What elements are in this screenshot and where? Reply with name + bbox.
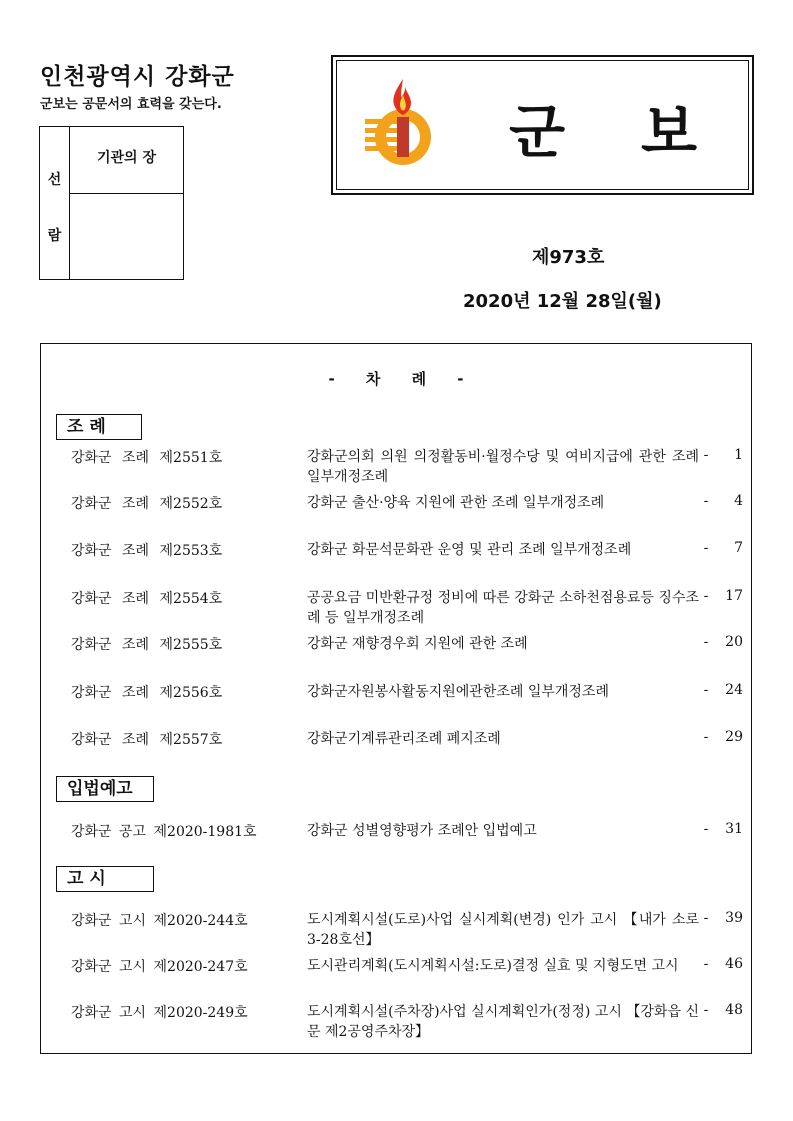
entry-page: 20 [725,634,743,650]
toc-heading: - 차 례 - [328,370,464,388]
entry-title: 도시계획시설(주차장)사업 실시계획인가(정정) 고시 【강화읍 신문 제2공영주차장】 [307,1004,699,1040]
entry-code: 강화군 조례 제2557호 [71,732,223,748]
toc-entry[interactable] [41,588,751,630]
review-header-cell [70,127,183,194]
entry-page: 46 [725,956,743,972]
gazette-title-char-2: 보 [641,98,700,166]
toc-entry[interactable] [41,634,751,676]
entry-code: 강화군 조례 제2553호 [71,543,223,559]
entry-dash: - [703,956,709,972]
entry-page: 39 [725,910,743,926]
toc-entry[interactable] [41,821,751,863]
entry-code: 강화군 조례 제2552호 [71,496,223,512]
entry-code: 강화군 고시 제2020-249호 [71,1005,248,1021]
issue-number: 제973호 [532,247,605,268]
entry-page: 29 [725,729,743,745]
entry-dash: - [703,634,709,650]
entry-code: 강화군 조례 제2556호 [71,685,223,701]
entry-code: 강화군 고시 제2020-244호 [71,913,248,929]
section-label-ordinances: 조 례 [56,414,142,440]
entry-title: 강화군자원봉사활동지원에관한조례 일부개정조례 [307,684,609,700]
entry-title: 강화군 성별영향평가 조례안 입법예고 [307,823,537,839]
toc-entry[interactable] [41,956,751,998]
entry-title: 강화군 출산·양육 지원에 관한 조례 일부개정조례 [307,495,605,511]
entry-page: 24 [725,682,743,698]
toc-entry[interactable] [41,729,751,771]
gazette-title [509,85,699,169]
review-side-column [40,127,70,279]
entry-dash: - [703,910,709,926]
organization-name: 인천광역시 강화군 [40,64,235,90]
gazette-banner [331,55,754,195]
entry-dash: - [703,682,709,698]
entry-dash: - [703,588,709,604]
entry-code: 강화군 조례 제2555호 [71,637,223,653]
entry-title: 도시관리계획(도시계획시설:도로)결정 실효 및 지형도면 고시 [307,958,679,974]
entry-title: 도시계획시설(도로)사업 실시계획(변경) 인가 고시 【내가 소로3-28호선】 [307,912,699,948]
entry-page: 4 [734,493,743,509]
review-stamp-box [39,126,184,280]
entry-dash: - [703,1002,709,1018]
entry-code: 강화군 고시 제2020-247호 [71,959,248,975]
entry-title: 강화군의회 의원 의정활동비·월정수당 및 여비지급에 관한 조례 일부개정조례 [307,449,699,485]
section-label-legislative-notice: 입법예고 [56,776,154,802]
table-of-contents [40,343,752,1054]
entry-dash: - [703,821,709,837]
entry-page: 31 [725,821,743,837]
entry-page: 48 [725,1002,743,1018]
entry-page: 17 [725,588,743,604]
issue-date: 2020년 12월 28일(월) [463,291,662,312]
toc-entry[interactable] [41,447,751,489]
review-side-top: 선 [47,172,62,188]
entry-title: 공공요금 미반환규정 정비에 따른 강화군 소하천점용료등 징수조례 등 일부개정조례 [307,590,699,626]
entry-code: 강화군 공고 제2020-1981호 [71,824,257,840]
toc-entry[interactable] [41,682,751,724]
entry-title: 강화군기계류관리조례 폐지조례 [307,731,501,747]
review-side-bottom: 람 [47,228,62,244]
entry-code: 강화군 조례 제2554호 [71,591,223,607]
county-emblem-icon [359,77,447,169]
entry-dash: - [703,447,709,463]
toc-entry[interactable] [41,1002,751,1044]
toc-entry[interactable] [41,540,751,582]
gazette-title-char-1: 군 [509,98,568,166]
toc-entry[interactable] [41,910,751,952]
organization-subtitle: 군보는 공문서의 효력을 갖는다. [40,97,222,112]
entry-page: 7 [734,540,743,556]
entry-page: 1 [734,447,743,463]
toc-entry[interactable] [41,493,751,535]
entry-dash: - [703,493,709,509]
entry-title: 강화군 재향경우회 지원에 관한 조례 [307,636,528,652]
review-header-label: 기관의 장 [97,150,156,166]
entry-dash: - [703,729,709,745]
entry-title: 강화군 화문석문화관 운영 및 관리 조례 일부개정조례 [307,542,632,558]
entry-code: 강화군 조례 제2551호 [71,450,223,466]
entry-dash: - [703,540,709,556]
section-label-announcements: 고 시 [56,866,154,892]
